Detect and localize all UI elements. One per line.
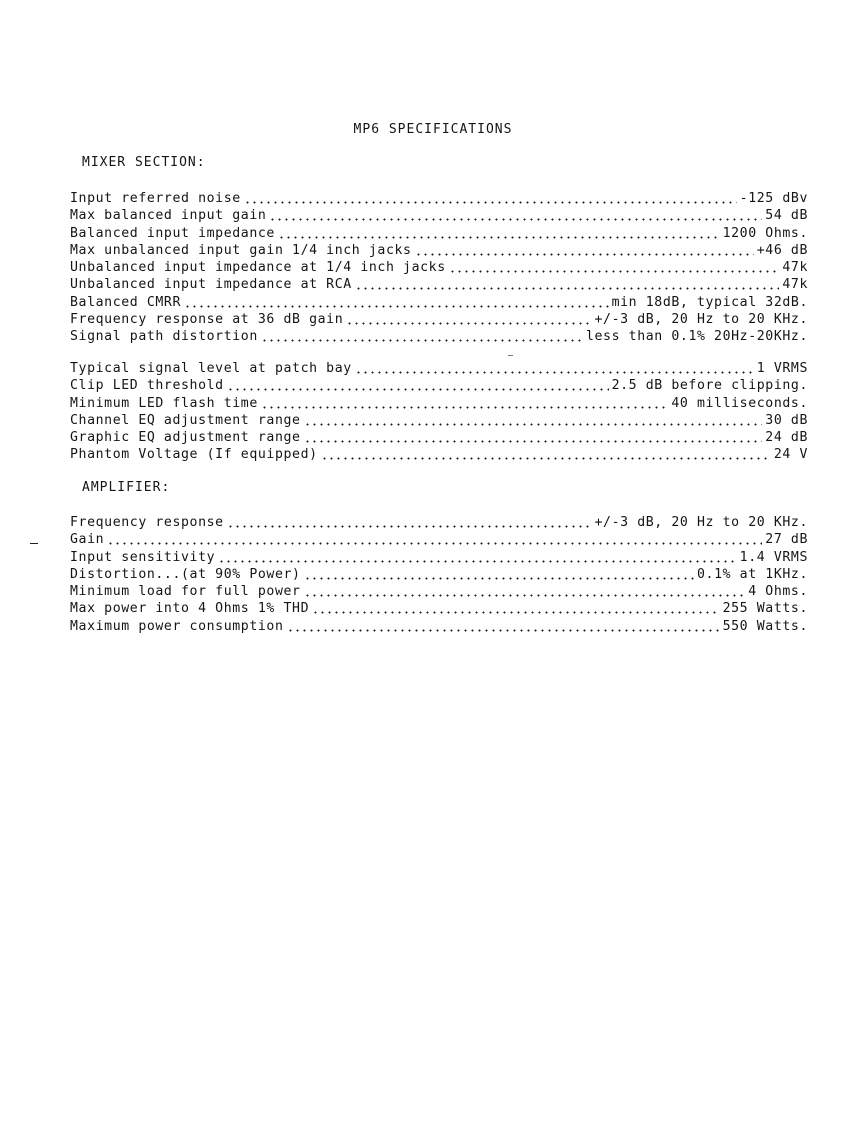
spec-row <box>70 208 808 225</box>
spec-label: Minimum load for full power <box>70 584 301 600</box>
spec-label: Signal path distortion <box>70 329 258 345</box>
page-title: MP6 SPECIFICATIONS <box>353 122 513 137</box>
spec-label: Frequency response <box>70 515 224 530</box>
spec-value: -125 dBv <box>739 191 808 206</box>
spec-value: 47k <box>782 277 808 293</box>
dot-leader <box>355 277 780 290</box>
amplifier-section-heading: AMPLIFIER: <box>82 480 171 495</box>
dot-leader <box>218 550 736 563</box>
spec-value: 255 Watts. <box>722 601 808 617</box>
spec-label: Maximum power consumption <box>70 618 284 634</box>
spec-row <box>70 532 808 549</box>
spec-value: min 18dB, typical 32dB. <box>611 294 808 310</box>
spec-label: Gain <box>70 532 105 548</box>
mixer-specs-group-1 <box>70 191 808 347</box>
spec-label: Max power into 4 Ohms 1% THD <box>70 601 310 617</box>
spec-value: 2.5 dB before clipping. <box>611 378 808 394</box>
spec-value: 40 milliseconds. <box>671 395 808 411</box>
spec-label: Typical signal level at patch bay <box>70 361 352 376</box>
dot-leader <box>355 361 754 374</box>
spec-value: 1.4 VRMS <box>739 549 808 565</box>
dot-leader <box>261 329 583 342</box>
spec-label: Minimum LED flash time <box>70 395 258 411</box>
dot-leader <box>321 447 771 460</box>
spec-value: less than 0.1% 20Hz-20KHz. <box>585 329 808 345</box>
spec-value: +/-3 dB, 20 Hz to 20 KHz. <box>594 515 808 530</box>
spec-row <box>70 378 808 395</box>
spec-value: 0.1% at 1KHz. <box>696 566 808 582</box>
spec-value: 47k <box>782 260 808 276</box>
spec-value: 30 dB <box>765 412 808 428</box>
spec-label: Clip LED threshold <box>70 378 224 394</box>
dot-leader <box>304 567 694 580</box>
spec-label: Unbalanced input impedance at 1/4 inch jacks <box>70 260 446 276</box>
dot-leader <box>304 584 746 597</box>
spec-row <box>70 447 808 464</box>
spec-label: Graphic EQ adjustment range <box>70 430 301 446</box>
spec-label: Distortion...(at 90% Power) <box>70 566 301 582</box>
spec-row <box>70 619 808 636</box>
spec-label: Balanced CMRR <box>70 294 182 310</box>
spec-value: 24 dB <box>765 430 808 446</box>
spec-label: Unbalanced input impedance at RCA <box>70 277 352 293</box>
spec-row <box>70 312 808 329</box>
mixer-specs-group-2 <box>70 361 808 465</box>
dot-leader <box>312 601 719 614</box>
spec-row <box>70 226 808 243</box>
spec-row <box>70 295 808 312</box>
dot-leader <box>449 260 780 273</box>
dot-leader <box>244 191 737 204</box>
dot-leader <box>261 396 668 409</box>
spec-row <box>70 277 808 294</box>
spec-row <box>70 550 808 567</box>
spec-value: +46 dB <box>756 242 808 258</box>
amplifier-specs-group <box>70 515 808 636</box>
mixer-section-heading: MIXER SECTION: <box>82 155 206 170</box>
dot-leader <box>415 243 754 256</box>
spec-value: 1 VRMS <box>756 361 808 376</box>
dot-leader <box>184 295 609 308</box>
spec-label: Balanced input impedance <box>70 225 275 241</box>
spec-label: Max unbalanced input gain 1/4 inch jacks <box>70 242 412 258</box>
spec-row <box>70 584 808 601</box>
spec-row <box>70 361 808 378</box>
spec-row <box>70 567 808 584</box>
spec-label: Phantom Voltage (If equipped) <box>70 447 318 463</box>
dot-leader <box>227 378 609 391</box>
dot-leader <box>278 226 720 239</box>
spec-row <box>70 243 808 260</box>
spec-value: 27 dB <box>765 532 808 548</box>
dot-leader <box>269 208 762 221</box>
spec-value: +/-3 dB, 20 Hz to 20 KHz. <box>594 312 808 328</box>
spec-value: 24 V <box>773 447 808 463</box>
spec-row <box>70 430 808 447</box>
spec-label: Input referred noise <box>70 191 241 206</box>
dot-leader <box>107 532 762 545</box>
dot-leader <box>346 312 591 325</box>
stray-mark <box>508 355 513 356</box>
spec-value: 4 Ohms. <box>748 584 808 600</box>
spec-row <box>70 413 808 430</box>
dot-leader <box>304 430 763 443</box>
spec-value: 550 Watts. <box>722 618 808 634</box>
spec-row <box>70 601 808 618</box>
spec-value: 54 dB <box>765 208 808 224</box>
spec-label: Input sensitivity <box>70 549 216 565</box>
margin-dash <box>30 543 38 544</box>
spec-row <box>70 515 808 532</box>
spec-row <box>70 329 808 346</box>
spec-label: Frequency response at 36 dB gain <box>70 312 344 328</box>
spec-label: Max balanced input gain <box>70 208 267 224</box>
spec-label: Channel EQ adjustment range <box>70 412 301 428</box>
dot-leader <box>304 413 763 426</box>
spec-row <box>70 396 808 413</box>
spec-value: 1200 Ohms. <box>722 225 808 241</box>
spec-row <box>70 260 808 277</box>
spec-row <box>70 191 808 208</box>
dot-leader <box>287 619 720 632</box>
dot-leader <box>227 515 592 528</box>
